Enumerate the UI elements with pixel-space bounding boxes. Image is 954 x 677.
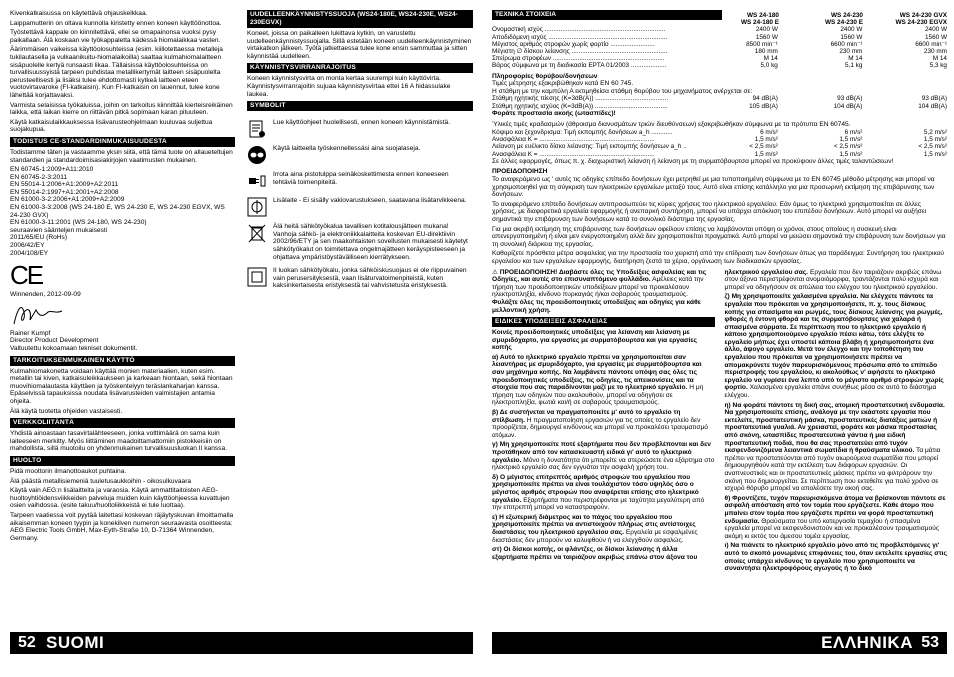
row-value: 1,5 m/s² (754, 150, 778, 158)
row-value: 1,5 m/s² (754, 136, 778, 144)
noise-table (492, 95, 947, 109)
vibration-row (492, 143, 947, 150)
symbol-description: Lisälaite - Ei sisälly vakiovarustukseen, saatavana lisätarvikkeena. (273, 197, 467, 205)
row-label: Σπείρωμα στροφέων ............................................................... (492, 55, 665, 63)
caution-title: ΠΡΟΕΙΔΟΠΟΙΗΣΗ (492, 168, 548, 176)
intro-paragraph: Kivenkatkaisussa on käytettävä ohjauskelkkaa. (10, 10, 148, 17)
row-value: 6 m/s² (760, 129, 778, 136)
vibration-table (492, 129, 947, 158)
safety-item (492, 441, 715, 471)
row-value: 6600 min⁻¹ (830, 40, 863, 48)
row-value: 1560 W (924, 33, 947, 41)
intro-paragraph: Käytä katkaisulaikkauksessa lisävarusteohjelmaan kuuluvaa suljettua suojakupua. (10, 118, 213, 134)
row-value: 2400 W (755, 26, 778, 34)
row-value: 5,2 m/s² (923, 129, 947, 136)
vibration-row (492, 136, 947, 143)
signature-image (10, 302, 235, 328)
row-value: 2400 W (924, 26, 947, 34)
safety-columns (492, 269, 947, 575)
row-label: Αποδιδόμενη ισχύς ................................................................... (492, 33, 668, 41)
standard-item: EN 61000-3-3:2008 (WS 24-180 E, WS 24-230 E, WS 24-230 EGVX, WS 24-230 GVX) (10, 204, 225, 219)
symbol-description: II luokan sähkötyökalu, jonka sähköiskusuojaus ei ole riippuvainen vain perusersityksestä, vaan lisäturvatoimenpiteistä, kuten kaksinkertaisesta eristyksestä tai vahvistetusta eristyksestä. (273, 267, 467, 290)
right-page-number: 53 (921, 634, 939, 651)
right-footer-bar (492, 632, 947, 654)
safety-item-text: Τα μάτια πρέπει να προστατεύονται από τυχόν αιωρούμενα σωματίδια που μπορεί δημιουργηθούν κατά την εκτέλεση των διάφορων εργασιών. Οι αναπνευστικές και οι προστατευτικές μάσκες πρέπει να φιλτράρουν την σκόνη που δημιουργείται. Σε περίπτωση που εκτεθείτε για πολύ χρόνο σε ισχυρό θόρυβο μπορεί να απολέσετε την ακοή σας. (724, 447, 941, 493)
maintenance-paragraph: Älä päästä metallisiemeniä tuuletusaukkoihin - oikosulkuvaara (10, 477, 192, 485)
intended-use-text (10, 368, 235, 416)
spec-row (492, 41, 947, 48)
safety-item-bold: ι) Να πιάνετε το ηλεκτρικό εργαλείο μόνο από τις προβλεπόμενες γι' αυτό το σκοπό μονωμένες επιφάνειες του, όταν εκτελείτε εργασίες στις οποίες υπάρχει κίνδυνος το εργαλείο που χρησιμοποιείτε να συναντήσει ηλεκτροφόρους αγωγούς ή το δικό (724, 542, 947, 573)
row-value: 93 dB(A) (837, 95, 863, 103)
standard-item: seuraavien säänteljen mukaisesti (10, 226, 108, 234)
model-name-line2: WS 24-180 E (740, 19, 779, 27)
standard-item: EN 60745-1:2009+A11:2010 (10, 166, 94, 174)
safety-item (725, 293, 948, 399)
row-value: 1560 W (755, 33, 778, 41)
spec-table (492, 26, 947, 69)
safety-item-bold: ηλεκτρικού εργαλείου σας. (724, 268, 809, 276)
intro-paragraph: Työstettävä kappale on kiinnitettävä, ellei se omapainonsa vuoksi pysy paikallaan. Älä koskaan vie työkappaletta kädessä hiomalaikkaa vasten. (10, 29, 221, 44)
standard-item: EN 61000-3-11:2001 (WS 24-180, WS 24-230) (10, 219, 147, 227)
safety-item-text: Θραύσματα του υπό κατεργασία τεμαχίου ή σπασμένα εργαλεία μπορεί να εκσφενδονιστούν και να προκαλέσουν τραυματισμούς ακόμη κι εκτός του άμεσου τομέα εργασίας. (724, 517, 940, 540)
row-value: 105 dB(A) (749, 102, 778, 110)
vibration-note: Σε άλλες εφαρμογές, όπως π. χ. διαχωριστική λείανση ή λείανση με τη συρματόβουρτσα μπορεί να προκύψουν άλλες τιμές ταλαντώσεων! (492, 157, 894, 165)
spec-row (492, 34, 947, 41)
symbol-description: Lue käyttöohjeet huolellisesti, ennen koneen käynnistämistä. (273, 119, 451, 127)
safety-item-text: Εργαλεία με εσφαλμένες διαστάσεις δεν μπορούν να καλυφθούν ή να ελεγχθούν ασφαλώς. (492, 528, 698, 544)
model-name-line2: WS 24-230 EGVX (895, 19, 947, 27)
row-value: 104 dB(A) (833, 102, 863, 110)
standard-item: EN 55014-1:2006+A1:2009+A2:2011 (10, 181, 119, 189)
row-value: 1,5 m/s² (923, 136, 947, 144)
symbol-row (247, 119, 473, 139)
symbol-description: Irrota aina pistotulppa seinäkoskettimesta ennen koneeseen tehtäviä toimenpiteitä. (273, 171, 449, 186)
signer-note: Valtuutettu kokoamaan tekniset dokumentit. (10, 345, 138, 352)
safety-item (492, 409, 715, 439)
maintenance-paragraph: Käytä vain AEG:n lisälaitteita ja varaosia. Käytä ammattitaitoisten AEG-huoltoyhtiöidensviikkeiden palveluja muiden kuin käyttöohjeessa kuvattujen osien vaihdossa. (esite takuu/huoltoliikkeistä ei tule luottaa). (10, 487, 230, 510)
row-value: 94 dB(A) (752, 95, 778, 103)
maintenance-header: HUOLTO (10, 456, 235, 466)
row-value: M 14 (763, 55, 778, 63)
warning-keep: Φυλάξτε όλες τις προειδοποιητικές υποδείξεις και οδηγίες για κάθε μελλοντική χρήση. (492, 298, 701, 314)
weee-bin-icon (247, 223, 267, 243)
warning-text: Αμέλειες κατά την τήρηση των προειδοποιητικών υποδείξεων μπορεί να προκαλέσουν ηλεκτροπληξία, κίνδυνο πυρκαγιάς ή/και σοβαρούς τραυματισμούς. (492, 276, 704, 299)
warning-lead: ΠΡΟΕΙΔΟΠΟΙΗΣΗ! Διαβάστε όλες τις Υποδείξεις ασφαλείας και τις Οδηγίες, και αυτές στο επισυναπτόμενο φυλλάδιο. (492, 268, 707, 284)
standard-item: 2006/42/EY (10, 242, 45, 250)
row-value: 93 dB(A) (921, 95, 947, 103)
unplug-icon (247, 171, 267, 191)
noise-title: Πληροφορίες θορύβου/δονήσεων (492, 72, 598, 80)
maintenance-paragraph: Pidä moottorin ilmanottoaukot puhtaina. (10, 467, 127, 475)
model-name-line2: WS 24-230 E (824, 19, 863, 27)
row-value: 1,5 m/s² (923, 150, 947, 158)
row-value: 1,5 m/s² (839, 150, 863, 158)
model-header (695, 12, 779, 26)
left-footer-bar (10, 632, 473, 654)
safety-item-bold: β) Δε συστήνεται να πραγματοποιείτε μ' αυτό το εργαλείο τη στίλβωση. (492, 409, 681, 424)
caution-paragraph: Καθορίζετε πρόσθετα μέτρα ασφαλείας για την προστασία του χειριστή από την επίδραση των δονήσεων όπως για παράδειγμα: Συντήρηση του ηλεκτρικού εργαλείου και των εργαλείων εφαρμογής, διατήρηση ζεστά τα χέρια, οργάνωση των διαδικασιών εργασίας. (492, 250, 944, 265)
safety-left-column (492, 269, 715, 575)
ce-standards-list (10, 166, 235, 257)
symbols-list (247, 119, 473, 290)
row-value: 2400 W (840, 26, 863, 34)
safety-item-text: Η μη τήρηση των οδηγιών που ακολουθούν, μπορεί να οδηγήσει σε ηλεκτροπληξία, φωτιά και/ή σε σοβαρούς τραυματισμούς. (492, 384, 704, 407)
intended-use-paragraph: Älä käytä tuotetta ohjeiden vastaisesti. (10, 407, 123, 415)
row-value: < 2,5 m/s² (833, 143, 863, 151)
safety-left-items (492, 354, 715, 561)
safety-right-items (725, 269, 948, 575)
intended-use-header: TARKOITUKSENMUKAINEN KÄYTTÖ (10, 356, 235, 366)
vibration-row (492, 151, 947, 158)
safety-item-text: Εργαλεία που δεν ταιριάζουν ακριβώς επάνω στον άξονα περιστρέφονται ανομοιόμορφα, τραντάζονται πολύ ισχυρά και μπορεί να οδηγήσουν σε απώλεια του ελέγχου του ηλεκτρικού εργαλείου. (724, 268, 942, 291)
standard-item: EN 55014-2:1997+A1:2001+A2:2008 (10, 188, 119, 196)
warning-block (492, 269, 715, 315)
safety-item-bold: ε) Η εξωτερική διάμετρος και το πάχος του εργαλείου που χρησιμοποιείτε πρέπει να αντιστοιχούν πλήρως στις αντίστοιχες διαστάσεις του ηλεκτρικού εργαλείου σας. (492, 513, 696, 536)
spec-header: ΤΕΧΝΙΚΑ ΣΤΟΙΧΕΙΑ (492, 10, 722, 20)
row-label: Βάρος σύμφωνα με τη διαδικασία EPTA 01/2003 .................... (492, 62, 667, 70)
caution-paragraph: Για μια ακριβή εκτίμηση της επιβάρυνσης των δονήσεων οφείλουν επίσης να λαμβάνονται υπόψη οι χρόνοι, στους οποίους η συσκευή είναι απενεργοποιημένη ή είναι μεν ενεργοποιημένη αλλά δεν χρησιμοποιείται πραγματικά. Αυτό μπορεί να μειώσει σημαντικά την επιβάρυνση των δονήσεων για τη συνολική διάρκεια της εργασίας. (492, 225, 946, 248)
symbol-description: Älä heitä sähkötyökalua tavallisen kotitalousjätteen mukana! Vanhoja sähkö- ja elektroniikkalaitteita koskevan EU-direktiivin 2002/96/ETY ja sen maakohtaisten sovellusten mukaisesti käytetyt sähkötyökalut on toimitettava ongelmajätteen keräyspisteeseen ja ohjattava ympäristöystävälliseen kierrätykseen. (273, 223, 468, 261)
intro-paragraph: Varmista selaisissa työkaluissa, joihin on tarkoitus kiinnittää kierteisreikäinen laikka, että laikan kierre on riittävän pitkä sopimaan karan pituuteen. (10, 101, 233, 117)
ce-mark: CE (10, 260, 43, 291)
intended-use-paragraph: Kulmahiomakonetta voidaan käyttää monien materiaalien, kuten esim. metallin tai kiven, katkaisuleikkaukseen ja karkeaan hiontaan, sekä hiontaan muovihiomalautasta käyttäen ja työskentelyyn teräslankaharjan kanssa. Epäselvissä tapauksissa noudata lisävarusteiden valmistajien antamia ohjeita. (10, 367, 233, 405)
model-header (863, 12, 947, 26)
row-label: Ανασφάλεια K = ................................................................. (492, 150, 655, 158)
signer-title: Director Product Development (10, 337, 99, 345)
spec-row (492, 48, 947, 55)
vibration-intro: Ύλικές τιμές κραδασμών (άθροισμα διανυσμάτων τριών διευθύνσεων) εξακριβωθήκαν σύμφωνα με τα πρότυπα EN 60745. (492, 121, 851, 129)
row-value: 1560 W (840, 33, 863, 41)
standard-item: EN 61000-3-2:2006+A1:2009+A2:2009 (10, 196, 125, 204)
row-label: Στάθμη ηχητικής πίεσης (K=3dB(A)) ......................................... (492, 95, 669, 103)
symbol-row (247, 267, 473, 290)
safety-item-text: Η πραγματοποίηση εργασιών για τις οποίες το εργαλείο δεν προορίζεται, δημιουργεί κινδύνους και μπορεί να προκαλέσει τραυματισμό ατόμων. (492, 416, 708, 439)
safety-item-bold: ζ) Μη χρησιμοποιείτε χαλασμένα εργαλεία. Να ελέγχετε πάντοτε τα εργαλεία που πρόκειται να χρησιμοποιήσετε, π. χ. τους δίσκους κοπής για σπασίματα και ρωγμές, τους δίσκους λείανσης για ρωγμές, φθορές ή έντονη φθορά και τις συρματόβουρτσες για χαλαρά ή σπασμένα σύρματα. Σε περίπτωση που το ηλεκτρικό εργαλείο ή κάποιο χρησιμοποιούμενο εργαλείο πέσει κάτω, τότε ελέγξτε το εργαλείο μήπως έχει υποστεί κάποια βλάβη ή χρησιμοποιήστε ένα άλλο, άψογο εργαλείο. Μετά τον έλεγχο και την τοποθέτηση του εργαλείου που πρόκειται να χρησιμοποιήσετε πρέπει να απομακρύνετε τυχόν παρευρισκόμενους πρόσωπα από το επίπεδο περιστροφής του εργαλείου, κι ακολούθως ν' αφήσετε το ηλεκτρικό εργαλείο να γυρίσει ένα λεπτό υπό το μέγιστο αριθμό στροφών χωρίς φορτίο. (724, 293, 944, 392)
row-value: 5,0 kg (760, 62, 778, 70)
manual-read-icon (247, 119, 267, 139)
row-value: 180 mm (754, 48, 778, 56)
caution-paragraph: Το αναφερόμενο επίπεδο δονήσεων αντιπροσωπεύει τις κύριες χρήσεις του ηλεκτρικού εργαλείου. Εάν όμως το ηλεκτρικό χρησιμοποιείται σε άλλες χρήσεις, με διαφορετικά εργαλεία εφαρμογής ή ανεπαρκή συντήρηση, μπορεί να υπάρχει απόκλιση του επιπέδου δονήσεων. Αυτό μπορεί να αυξήσει σημαντικά την επιβάρυνση των δονήσεων κατά το συνολικό διάστημα της εργασίας. (492, 200, 927, 223)
safety-item-bold: α) Αυτό το ηλεκτρικό εργαλείο πρέπει να χρησιμοποιείται σαν λειαντήρας με σμυριδόχαρτο, για εργασίες με συρματόβουρτσα και σαν μηχάνημα κοπής. Να λαμβάνετε πάντοτε υπόψη σας όλες τις προειδοποιητικές υποδείξεις, τις οδηγίες, τις απεικονίσεις και τα στοιχεία που σας παραδίνονται μαζί με το ηλεκτρικό εργαλείο. (492, 353, 702, 392)
safety-item-text: Εξαρτήματα που περιστρέφονται με ταχύτητα μεγαλύτερη από την επιτρεπτή μπορεί να καταστραφούν. (492, 496, 705, 512)
standard-item: 2011/65/EU (RoHs) (10, 234, 68, 242)
model-name-line1: WS 24-230 (831, 12, 863, 19)
vibration-row (492, 129, 947, 136)
warning-icon: ⚠ (492, 268, 498, 276)
safety-header: ΕΙΔΙΚΕΣ ΥΠΟΔΕΙΞΕΙΣ ΑΣΦΑΛΕΙΑΣ (492, 317, 715, 327)
symbol-row (247, 145, 473, 165)
restart-protection-text: Koneet, joissa on paikalleen lukittava kytkin, on varustettu uudelleenkäynnistyssuojalla. Sillä estetään koneen uudelleenkäynnistyminen virtakatkon jälkeen. Työtä jatkettaessa tulee kone ensin sammuttaa ja sitten käynnistää uudelleen. (247, 30, 472, 60)
signer-name: Rainer Kumpf (10, 329, 51, 337)
accessory-icon (247, 197, 267, 217)
left-column-2 (247, 10, 473, 630)
safety-intro: Κοινές προειδοποιητικές υποδείξεις για λείανση και λείανση με σμυριδόχαρτο, για εργασίες με συρματόβουρτσα και για εργασίες κοπής (492, 329, 697, 352)
safety-item (725, 495, 948, 541)
spec-row (492, 62, 947, 69)
left-page-number: 52 (18, 634, 36, 651)
class-ii-icon (247, 267, 267, 287)
row-label: Μέγιστη ∅ δίσκου λείανσης ...................................................... (492, 48, 668, 56)
symbol-row (247, 223, 473, 261)
current-limit-header: KÄYNNISTYSVIRRANRAJOITUS (247, 63, 473, 73)
noise-row (492, 95, 947, 102)
safety-item-text: Χαλασμένα εργαλεία σπάνε συνήθως μέσα σε αυτό το διάστημα ελέγχου. (724, 384, 937, 400)
row-value: 104 dB(A) (918, 102, 947, 110)
row-value: 5,3 kg (929, 62, 947, 70)
row-value: 6600 min⁻¹ (915, 40, 947, 48)
safety-item-bold: η) Να φοράτε πάντοτε τη δική σας, ατομική προστατευτική ενδυμασία. Να χρησιμοποιείτε επίσης, ανάλογα με την εκάστοτε εργασία που εκτελείτε, προστατευτική μάσκα, προστατευτικές διατάξεις ματιών ή προστατευτικά γυαλιά. Αν χρειαστεί, φοράτε και μάσκα προστασίας από σκόνη, ωτασπίδες προστατευτικά γάντια ή μια ειδική προστατευτική ποδιά, που θα σας προστατεύει από τυχόν εκσφενδονιζόμενα λειαντικά σωματίδια ή θραύσματα υλικού. (724, 401, 945, 455)
model-header (779, 12, 863, 26)
row-value: 230 mm (839, 48, 863, 56)
symbols-header: SYMBOLIT (247, 101, 473, 111)
caution-paragraphs (492, 176, 947, 266)
place-date: Winnenden, 2012-09-09 (10, 291, 81, 299)
ce-header: TODISTUS CE-STANDARDINMUKAISUUDESTA (10, 137, 235, 147)
symbol-row (247, 171, 473, 191)
ear-protection-note: Φοράτε προστασία ακοής (ωτασπίδες)! (492, 109, 616, 117)
row-value: 8500 min⁻¹ (746, 40, 778, 48)
safety-item (492, 474, 715, 512)
noise-line: Τιμές μέτρησης εξακριβώθηκαν κατά EN 60 745. (492, 80, 634, 88)
row-value: 5,1 kg (844, 62, 863, 70)
row-label: Στάθμη ηχητικής ισχύος (K=3dB(A)) ......................................... (492, 102, 668, 110)
maintenance-text (10, 468, 235, 542)
noise-line: Η στάθμη με την καμπύλη Α εκτιμηθείσα στάθμη θορύβου του μηχανήματος ανέρχεται σε: (492, 87, 753, 95)
mains-connection-header: VERKKOLIITÄNTÄ (10, 418, 235, 428)
row-value: 1,5 m/s² (839, 136, 863, 144)
safety-item (725, 402, 948, 493)
intro-paragraph: Laippamutterin on oltava kunnolla kiristetty ennen koneen käyttöönottoa. (10, 19, 222, 27)
row-label: Μέγιστος αριθμός στροφών χωρίς φορτίο ......................... (492, 40, 655, 48)
safety-item (725, 269, 948, 292)
right-page (492, 10, 947, 630)
model-name-line1: WS 24-230 GVX (899, 12, 947, 19)
row-value: 230 mm (923, 48, 947, 56)
safety-item (492, 546, 715, 561)
row-value: M 14 (932, 55, 947, 63)
standard-item: EN 60745-2-3:2011 (10, 173, 68, 181)
maintenance-paragraph: Tarpeen vaatiessa voit pyytää laitettasi koskevan räjäytyskuvan ilmoittamalla aikaisemman koneen tyypin ja konekilven numeron seuraavasta osoitteesta: AEG Electric Tools GmbH, Max-Eyth-Straße 10, D-71364 Winnenden, Germany. (10, 511, 234, 542)
noise-lines (492, 80, 947, 95)
left-page-language: SUOMI (46, 633, 105, 652)
safety-item-bold: θ) Φροντίζετε, τυχόν παρευρισκόμενα άτομα να βρίσκονται πάντοτε σε ασφαλή απόσταση από τον τομέα που εργάζεστε. Κάθε άτομο που μπαίνει στον τομέα που εργάζεστε πρέπει να φορά προστατευτική ενδυμασία. (724, 494, 946, 525)
left-column-1 (10, 10, 235, 630)
current-limit-text: Koneen käynnistysvirta on monta kertaa suurempi kuin käyttövirta. Käynnistysvirranrajoitin sujuaa käynnistysvirtaa ettei 16 A hidassulake laukea. (247, 75, 451, 98)
spec-row (492, 26, 947, 33)
symbol-row (247, 197, 473, 217)
safety-item (492, 354, 715, 407)
row-label: Λείανση με ευέλικτο δίσκο λείανσης: Τιμή εκπομπής δονήσεων a_h .. (492, 143, 687, 151)
symbol-description: Käytä laitteella työskennellessäsi aina suojalaseja. (273, 145, 421, 153)
noise-row (492, 103, 947, 110)
spec-row (492, 55, 947, 62)
caution-paragraph: Το αναφερόμενο ως ' αυτές τις οδηγίες επίπεδο δονήσεων έχει μετρηθεί με μια τυποποιημένη σύμφωνα με το EN 60745 μέθοδο μέτρησης και μπορεί να χρησιμοποιηθεί για τη σύγκριση των ηλεκτρικών εργαλείων μεταξύ τους. Αυτό είναι επίσης κατάλληλο για μια προσωρινή εκτίμηση της επιβάρυνσης των δονήσεων. (492, 176, 935, 199)
ce-text: Todistamme täten ja vastaamme yksin siitä, että tämä tuote on allaueteltujen standardien ja standardoimisasiakirjojen vaatimusten mukainen. (10, 148, 233, 164)
safety-item (725, 542, 948, 572)
safety-item-bold: δ) Ο μέγιστος επιτρεπτός αριθμός στροφών του εργαλείου που χρησιμοποιείτε πρέπει να είναι τουλάχιστον τόσο υψηλός όσο ο μέγιστος αριθμός στροφών που αναφέρεται επίσης στο ηλεκτρικό εργαλείο. (492, 473, 699, 504)
restart-protection-header: UUDELLEENKÄYNNISTYSSUOJA (WS24-180E, WS24-230E, WS24-230EGVX) (247, 10, 473, 28)
row-label: Κόψιμο και ξεχονδρισμα: Τιμή εκπομπής δονήσεων a_h ............ (492, 129, 673, 136)
eye-protection-icon (247, 145, 267, 165)
safety-item-bold: γ) Μη χρησιμοποιείτε ποτέ εξαρτήματα που δεν προβλέπονται και δεν προτάθηκαν από τον κατασκευαστή ειδικά γι' αυτό το ηλεκτρικό εργαλείο. (492, 441, 711, 464)
mains-connection-text: Yhdistä ainoastaan tasavirtalähteeseen, jonka volttimäärä on sama kuin laiteeseen merkitty. Myös liittäminen maadoittamattomiin pistokkeisiin on mahdollista, sillä muotoilu on yhdenmukainen turvallisuusluokan II kanssa. (10, 430, 227, 453)
row-label: Ανασφάλεια K = ................................................................. (492, 136, 655, 144)
safety-item (492, 514, 715, 544)
row-value: M 14 (848, 55, 863, 63)
row-value: 6 m/s² (844, 129, 863, 136)
standard-item: 2004/108/EY (10, 249, 49, 257)
row-value: < 2,5 m/s² (749, 143, 778, 151)
row-value: < 2,5 m/s² (918, 143, 947, 151)
intro-section (10, 10, 235, 134)
safety-item-text: Μόνο η δυνατότητα ότι μπορείτε να στερεώσετε ένα εξάρτημα στο ηλεκτρικό εργαλείο σας δεν εγγυάται την ασφαλή χρήση του. (492, 456, 715, 472)
right-page-language: ΕΛΛΗΝΙΚΑ (821, 633, 913, 652)
intro-paragraph: Äärimmäisen vaikeissa käyttöolosuhteissa (esim. kiillotettaessa metalleja tukilautasella ja vulkaanikuitu-hiomalaikoilla) saattaa kulmahiomalaitteen sisäpuolelle kertyä runsaasti likaa. Tällaisissa käyttöolosuhteissa on turvallisuussyistä tarpeen puhdistaa metallikertymät laitteen sisäpuolelta perusteellisesti ja lisäksi tulee ehdottomasti kytkeä laitteen eteen vuotovirtavarokе (FI-katkaisin). Kun FI-katkaisin on lauennut, tulee kone lähettää korjattavaksi. (10, 46, 223, 99)
row-label: Ονομαστική ισχύς .................................................................... (492, 26, 666, 34)
safety-item-bold: στ) Οι δίσκοι κοπής, οι φλάντζες, οι δίσκοι λείανσης ή άλλα εξαρτήματα πρέπει να ταιριάζουν ακριβώς επάνω στον άξονα του (492, 546, 698, 561)
model-name-line1: WS 24-180 (747, 12, 779, 19)
